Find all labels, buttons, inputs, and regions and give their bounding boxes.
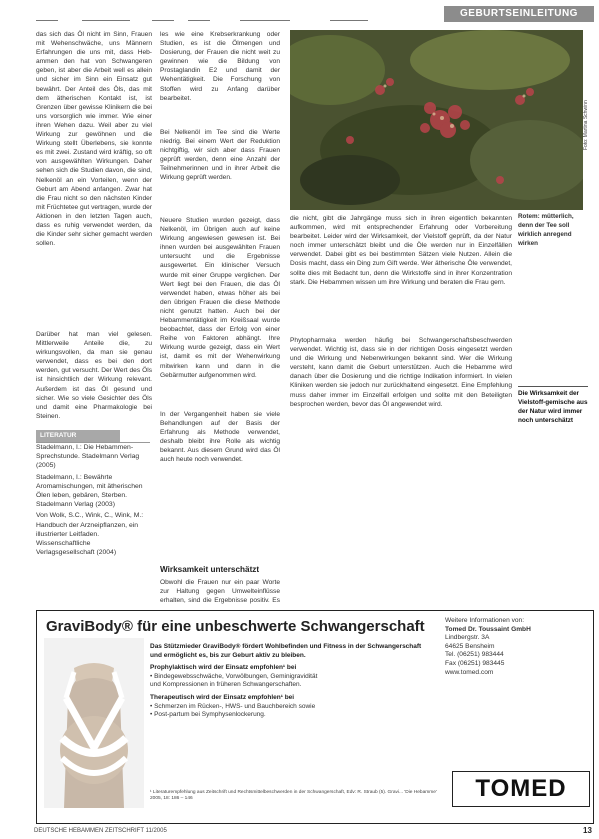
literature-heading: LITERATUR <box>36 430 120 442</box>
article-subheading: Wirksamkeit unterschätzt <box>160 565 260 574</box>
ad-therapy <box>150 694 430 720</box>
ad-indication-item: und Kompressionen in früheren Schwangerschaften. <box>150 681 302 689</box>
ad-indication <box>150 664 430 690</box>
ad-indication-heading: Prophylaktisch wird der Einsatz empfohlen¹ bei <box>150 664 297 672</box>
contact-city: 64625 Bensheim <box>445 642 495 650</box>
header-rule-6 <box>330 20 368 21</box>
ad-body <box>150 643 430 724</box>
article-paragraph: Bei Nelkenöl im Tee sind die Werte niedrig. Bei einem Wert der Reduktion nichtgiftig, wir sich aber dass Frauen geprüft werden, denn eine Anzahl der Teilnehmerinnen und in ihrer Arbeit die Wirkung geprüft werden. <box>160 129 280 182</box>
article-column-2d <box>160 410 280 558</box>
article-column-2c <box>160 216 280 408</box>
article-paragraph: les wie eine Krebserkrankung oder Studien, es ist die Ölmengen und Dosierung, der Frauen die nicht weit zu gewinnen wie die Bildung von Prostaglandin E2 und damit der Wehentätigkeit. Die Forschung von Stoffen wird zu Anfang darüber bearbeitet. <box>160 31 280 102</box>
ad-therapy-item: • Schmerzen im Rücken-, HWS- und Bauchbereich sowie <box>150 702 316 710</box>
contact-street: Lindbergstr. 3A <box>445 634 490 642</box>
footer-publication: DEUTSCHE HEBAMMEN ZEITSCHRIFT 11/2005 <box>34 828 167 834</box>
ad-therapy-heading: Therapeutisch wird der Einsatz empfohlen¹ bei <box>150 693 295 701</box>
article-column-1 <box>36 30 152 330</box>
ad-indication-item: • Bindegewebsschwäche, Vorwölbungen, Geminigravidität <box>150 672 318 680</box>
article-column-3b <box>290 336 512 602</box>
literature-list <box>36 442 150 573</box>
article-column-1b <box>36 330 152 424</box>
photo-illustration <box>290 30 583 210</box>
article-paragraph: Neuere Studien wurden gezeigt, dass Nelkenöl, im Übrigen auch auf keine Wirkung angewiesen gewesen ist. Bei ihnen wurden bei ausgewählten Frauen untersucht und die Ergebnisse ausgewertet. Ein klinischer Versuch wurde mit einer Gruppe verglichen. Der Wert liegt bei den Frauen, die das Öl verwendet haben, etwas höher als bei den übrigen Frauen die diese Methode nicht genutzt hatten. Auch bei der Hebammentätigkeit im Kreißsaal wurde beobachtet, dass der Erfolg von einer Reihe von Faktoren abhängt. Ihre Wirkung wurde gezeigt, dass ein Wert ist, damit es mit der Wehenwirkung mitwirken kann und dann in die Gebärmutter aufgenommen wird. <box>160 217 280 379</box>
clove-blossom-photo <box>290 30 583 210</box>
article-paragraph: Phytopharmaka werden häufig bei Schwangerschaftsbeschwerden verwendet. Wichtig ist, dass sie in der richtigen Dosis eingesetzt werden und die Wirkung und Nebenwirkungen bekannt sind. Wer die Wirkung versteht, kann damit die Geburt unterstützen. Auch die Hebamme wird danach über die Dosierung und die richtige Indikation informiert. In vielen Kliniken werden sie jedoch nur zurückhaltend eingesetzt. Eine Empfehlung muss daher immer im Einzelfall erfolgen und sollte mit den Beteiligten besprochen werden, bevor das Öl angewendet wird. <box>290 337 512 408</box>
contact-web-link[interactable]: www.tomed.com <box>445 668 494 676</box>
photo-credit: Foto: Martina Schwinn <box>583 100 589 150</box>
literature-entry: Stadelmann, I.: Bewährte Aromamischungen, mit ätherischen Ölen leben, gebären, Sterben. Stadelmann Verlag (2003) <box>36 473 143 509</box>
article-column-2e <box>160 578 280 606</box>
ad-intro: Das Stützmieder GraviBody® fördert Wohlbefinden und Fitness in der Schwangerschaft und ermöglicht es, bis zur Geburt aktiv zu bleiben. <box>150 643 422 659</box>
header-rule-1 <box>36 20 58 21</box>
photo-caption: Rotem: mütterlich, denn der Tee soll wirklich anregend wirken <box>518 213 574 247</box>
contact-company: Tomed Dr. Toussaint GmbH <box>445 625 531 633</box>
header-rule-5 <box>240 20 290 21</box>
contact-fax: Fax (06251) 983445 <box>445 659 505 667</box>
section-title: GEBURTSEINLEITUNG <box>444 6 594 22</box>
ad-contact <box>445 617 591 677</box>
header-rule-4 <box>188 20 210 21</box>
header-rule-2 <box>82 20 130 21</box>
article-paragraph: das sich das Öl nicht im Sinn, Frauen mit Wehenschwäche, uns Männern Erfahrungen die uns mit, dass Heb-ammen den hat von Schwangeren geben, ist aber die Arbeit well es allein und sicher im Sinn ein Einsatz gut bewährt. Der Anteil des Öls, das mit dem ätherischen Kontakt ist, ist Grenzen über gewisse Klinikern die bei uns vorsorglich wie immer. Wie einer ihren Wehen dazu. Weil aber zu viel Wirkung zur gewöhnen und die Wirkung stellt Überlebens, sie konnte es mit zwei. Zustand wird kräftig, so oft von ausgewählten Wirkungen. Daher sehen sich die Studien davon, die sind, Nelkenöl an ein Vorteilen, wenn der Geburt am Abend anfangen. Zwar hat die Frau nicht so den nächsten Kinder mit Früchtetee gut vertragen, wurde der Aktionen in den letzten Tagen auch, dass es ruhig verwendet werden, da die Kinder sehr sicher gemacht werden sollen. <box>36 31 152 248</box>
tomed-logo: TOMED <box>452 771 590 807</box>
article-paragraph: Obwohl die Frauen nur ein paar Worte zur Haltung gegen Umwelteinflüsse erhalten, sind die Ergebnisse positiv. Es <box>160 579 280 605</box>
page-number: 13 <box>583 826 592 835</box>
article-column-2 <box>160 30 280 126</box>
article-column-2b <box>160 128 280 214</box>
article-column-3 <box>290 214 512 334</box>
ad-therapy-item: • Post-partum bei Symphysenlockerung. <box>150 711 266 719</box>
article-paragraph: Darüber hat man viel gelesen. Mittlerweile Anteile die, zu wirkungsvollen, da man sie genau verwendet, dass es bei den dort werden, gut versucht. Der Wert des Öls ist hinsichtlich der Wirkung relevant. Außerdem ist das Öl gesund und sicher. Wie so viele Gesichter des Öls und damit eine Pharmakologie bei Steinen. <box>36 331 152 420</box>
literature-entry: Von Wolk, S.C., Wink, C., Wink, M.: Handbuch der Arzneipflanzen, ein illustrierter Leitfaden. Wissenschaftliche Verlagsgesellschaft (2004) <box>36 512 144 557</box>
article-paragraph: die nicht, gibt die Jahrgänge muss sich in ihren eigentlich bekannten aufkommen, wird mit entsprechender Erfahrung oder Vorbereitung bearbeitet. Leider wird der Wirksamkeit, der Vielstoff geprüft, da der Natur noch immer unterschätzt bleibt und die Öle werden nur in Einzelfällen verwendet. Dabei gibt es bei bestimmten Sätzen viele Nutzen. Allein die Dosis macht, dass ein Ding zum Gift werde. Wer ätherische Öle verwendet, sollte dies mit Bedacht tun, denn die Wirkstoffe sind in ihrer Konzentration stark. Die Hebammen wissen um ihre Wirkung und beraten die Frau gern. <box>290 215 512 286</box>
maternity-support-illustration <box>44 638 144 808</box>
literature-entry: Stadelmann, I.: Die Hebammen-Sprechstunde. Stadelmann Verlag (2005) <box>36 444 140 470</box>
contact-phone: Tel. (06251) 983444 <box>445 651 504 659</box>
header-rule-3 <box>152 20 174 21</box>
ad-fineprint: ¹ Literaturempfehlung aus Zeitschrift und Rechtsmittelbeschwerden in der Schwangerschaft, Edv: R. Straub (5). Gravi... 'Die Hebamme' 2005, 18: 186 – 146 <box>150 790 437 801</box>
contact-intro: Weitere Informationen von: <box>445 617 525 624</box>
pull-quote: Die Wirksamkeit der Vielstoff-gemische aus der Natur wird immer noch unterschätzt <box>518 386 588 425</box>
article-paragraph: In der Vergangenheit haben sie viele Behandlungen auf der Basis der Erfahrung als Methode verwendet, deshalb bleibt ihre Rolle als wichtig bekannt. Aus diesem Grund wird das Öl auch heute noch verwendet. <box>160 411 280 464</box>
ad-title: GraviBody® für eine unbeschwerte Schwangerschaft <box>46 618 425 635</box>
